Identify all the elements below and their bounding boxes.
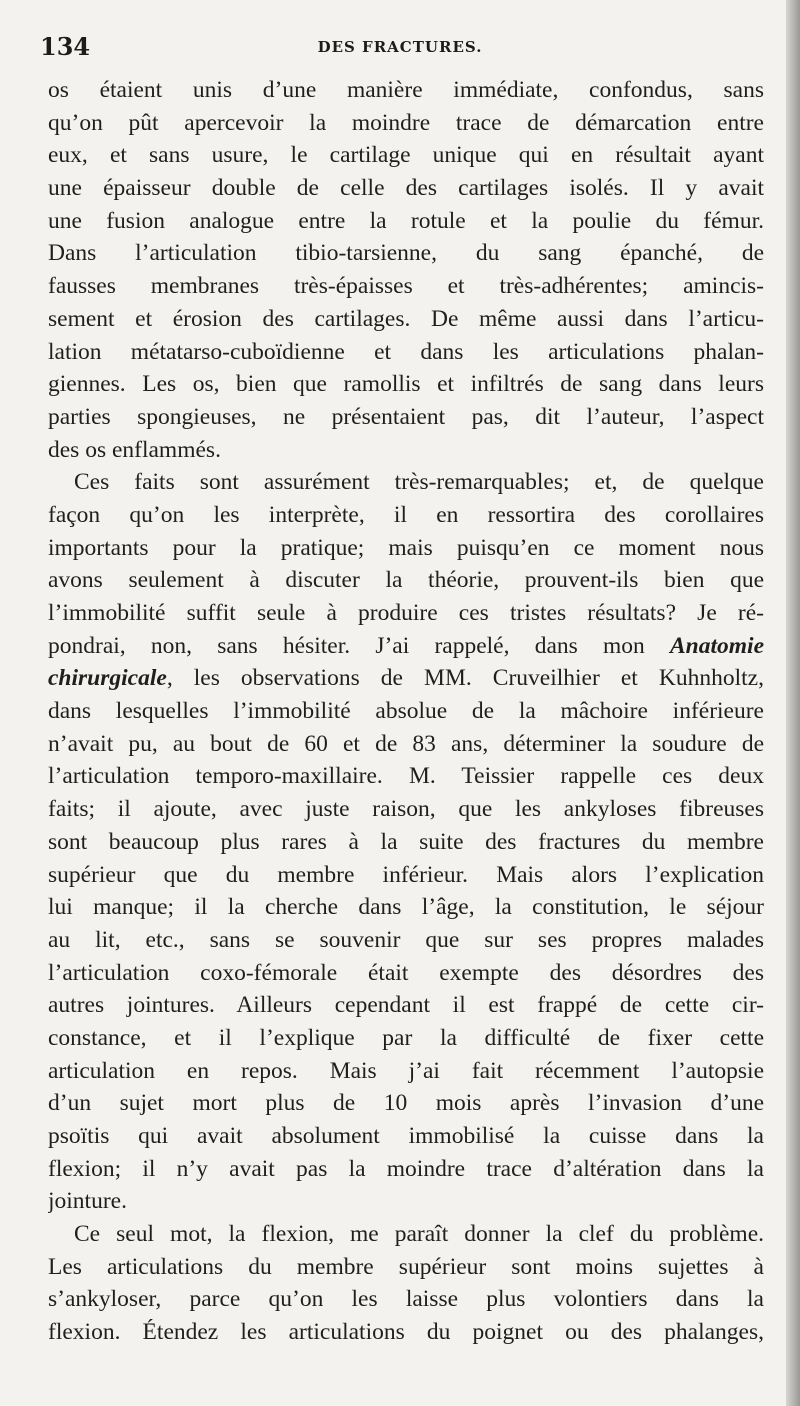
text-line: Ces faits sont assurément très-remarquables; et, de quelque: [74, 469, 764, 496]
text-line: giennes. Les os, bien que ramollis et infiltrés de sang dans leurs: [48, 371, 764, 398]
text-line: faits; il ajoute, avec juste raison, que les ankyloses fibreuses: [48, 796, 764, 823]
text-line: lui manque; il la cherche dans l’âge, la constitution, le séjour: [48, 894, 764, 921]
text-line: articulation en repos. Mais j’ai fait récemment l’autopsie: [48, 1057, 764, 1084]
text-line: Ce seul mot, la flexion, me paraît donner la clef du problème.: [74, 1221, 764, 1248]
text-line: Les articulations du membre supérieur sont moins sujettes à: [48, 1253, 764, 1280]
text-line: sement et érosion des cartilages. De même aussi dans l’articu-: [48, 305, 764, 332]
text-line: Dans l’articulation tibio-tarsienne, du sang épanché, de: [48, 240, 764, 267]
body-text: [48, 74, 764, 1349]
text-line: qu’on pût apercevoir la moindre trace de démarcation entre: [48, 109, 764, 136]
text-line: une épaisseur double de celle des cartilages isolés. Il y avait: [48, 175, 764, 202]
text-line: avons seulement à discuter la théorie, prouvent-ils bien que: [48, 567, 764, 594]
italic-term: chirurgicale: [48, 665, 167, 692]
text-line: eux, et sans usure, le cartilage unique qui en résultait ayant: [48, 142, 764, 169]
text-line: des os enflammés.: [48, 436, 221, 463]
text-line-with-italic: [48, 630, 764, 663]
text-line: flexion; il n’y avait pas la moindre trace d’altération dans la: [48, 1155, 764, 1182]
text-line: s’ankyloser, parce qu’on les laisse plus volontiers dans la: [48, 1286, 764, 1313]
text-line: une fusion analogue entre la rotule et la poulie du fémur.: [48, 207, 764, 234]
text-line: n’avait pu, au bout de 60 et de 83 ans, déterminer la soudure de: [48, 730, 764, 757]
text-line: psoïtis qui avait absolument immobilisé la cuisse dans la: [48, 1123, 764, 1149]
page-number: 134: [40, 32, 91, 61]
page-header: [40, 32, 760, 64]
text-line: constance, et il l’explique par la difficulté de fixer cette: [48, 1024, 764, 1051]
text-line: jointure.: [48, 1188, 127, 1215]
text-line: fausses membranes très-épaisses et très-adhérentes; amincis-: [48, 273, 764, 300]
text-line: d’un sujet mort plus de 10 mois après l’invasion d’une: [48, 1090, 764, 1117]
text-line: l’articulation coxo-fémorale était exempte des désordres des: [48, 959, 764, 986]
text-line-with-italic: [48, 662, 764, 695]
text-line: os étaient unis d’une manière immédiate, confondus, sans: [48, 77, 764, 103]
text-line: au lit, etc., sans se souvenir que sur ses propres malades: [48, 926, 764, 953]
text-line: importants pour la pratique; mais puisqu’en ce moment nous: [48, 534, 764, 561]
running-title: DES FRACTURES.: [317, 38, 483, 56]
text-line-segment: pondrai, non, sans hésiter. J’ai rappelé, dans mon: [48, 632, 645, 659]
text-line-segment: , les observations de MM. Cruveilhier et Kuhnholtz,: [166, 665, 764, 692]
text-line: sont beaucoup plus rares à la suite des fractures du membre: [48, 828, 764, 855]
text-line: supérieur que du membre inférieur. Mais alors l’explication: [48, 861, 764, 888]
text-line: flexion. Étendez les articulations du poignet ou des phalanges,: [48, 1319, 764, 1346]
page-edge-shadow: [786, 0, 800, 1406]
text-line: l’articulation temporo-maxillaire. M. Teissier rappelle ces deux: [48, 763, 764, 790]
italic-term: Anatomie: [670, 632, 764, 659]
text-line: autres jointures. Ailleurs cependant il est frappé de cette cir-: [48, 992, 764, 1019]
text-line: lation métatarso-cuboïdienne et dans les articulations phalan-: [48, 338, 764, 365]
text-line: façon qu’on les interprète, il en ressortira des corollaires: [48, 501, 764, 528]
text-line: l’immobilité suffit seule à produire ces tristes résultats? Je ré-: [48, 600, 764, 626]
text-line: dans lesquelles l’immobilité absolue de la mâchoire inférieure: [48, 698, 764, 725]
text-line: parties spongieuses, ne présentaient pas, dit l’auteur, l’aspect: [48, 403, 764, 430]
